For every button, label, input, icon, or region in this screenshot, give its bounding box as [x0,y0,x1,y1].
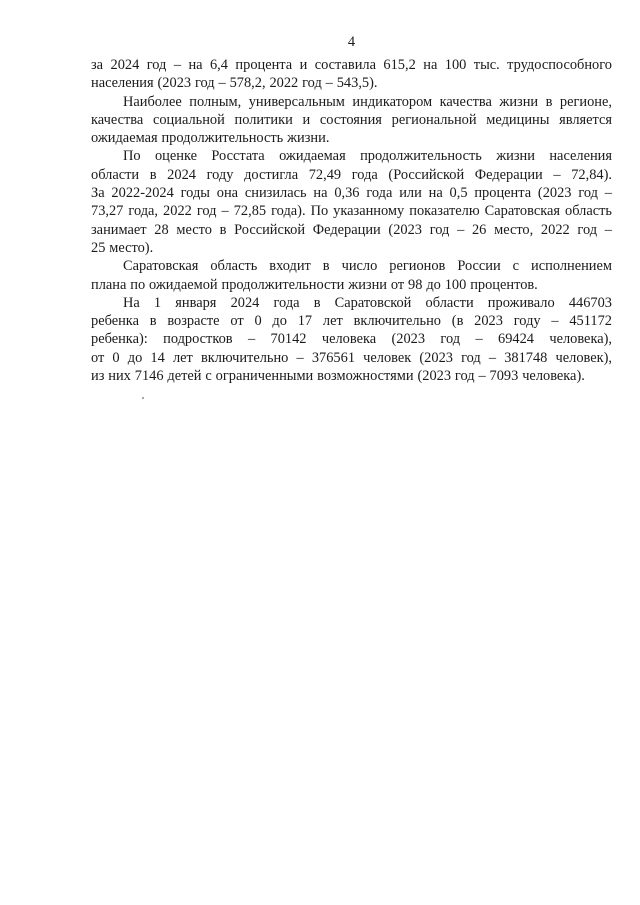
text-line: занимает 28 место в Российской Федерации (2023 год – 26 место, 2022 год – [91,221,612,238]
text-line: Саратовская область входит в число регионов России с исполнением [123,258,612,275]
page-number: 4 [347,34,356,50]
text-line: населения (2023 год – 578,2, 2022 год – 543,5). [91,75,378,92]
text-line: ребенка): подростков – 70142 человека (2023 год – 69424 человека), [91,331,612,348]
text-line: 25 место). [91,239,154,256]
text-line: ожидаемая продолжительность жизни. [91,130,330,147]
text-line: из них 7146 детей с ограниченными возможностями (2023 год – 7093 человека). [91,368,585,385]
text-line: области в 2024 году достигла 72,49 года (Российской Федерации – 72,84). [91,166,612,183]
text-line: По оценке Росстата ожидаемая продолжительность жизни населения [123,148,612,165]
text-line: плана по ожидаемой продолжительности жизни от 98 до 100 процентов. [91,276,538,293]
text-line: Наиболее полным, универсальным индикатором качества жизни в регионе, [123,93,612,110]
text-line: качества социальной политики и состояния региональной медицины является [91,111,612,128]
body-text-block [91,56,612,385]
text-line: от 0 до 14 лет включительно – 376561 человек (2023 год – 381748 человек), [91,349,612,366]
text-line: За 2022-2024 годы она снизилась на 0,36 года или на 0,5 процента (2023 год – [91,185,612,202]
text-line: 73,27 года, 2022 год – 72,85 года). По указанному показателю Саратовская область [91,203,612,220]
scan-speck-artifact [142,397,144,399]
text-line: На 1 января 2024 года в Саратовской области проживало 446703 [123,294,612,311]
text-line: за 2024 год – на 6,4 процента и составила 615,2 на 100 тыс. трудоспособного [91,57,612,73]
text-line: ребенка в возрасте от 0 до 17 лет включительно (в 2023 году – 451172 [91,313,612,330]
